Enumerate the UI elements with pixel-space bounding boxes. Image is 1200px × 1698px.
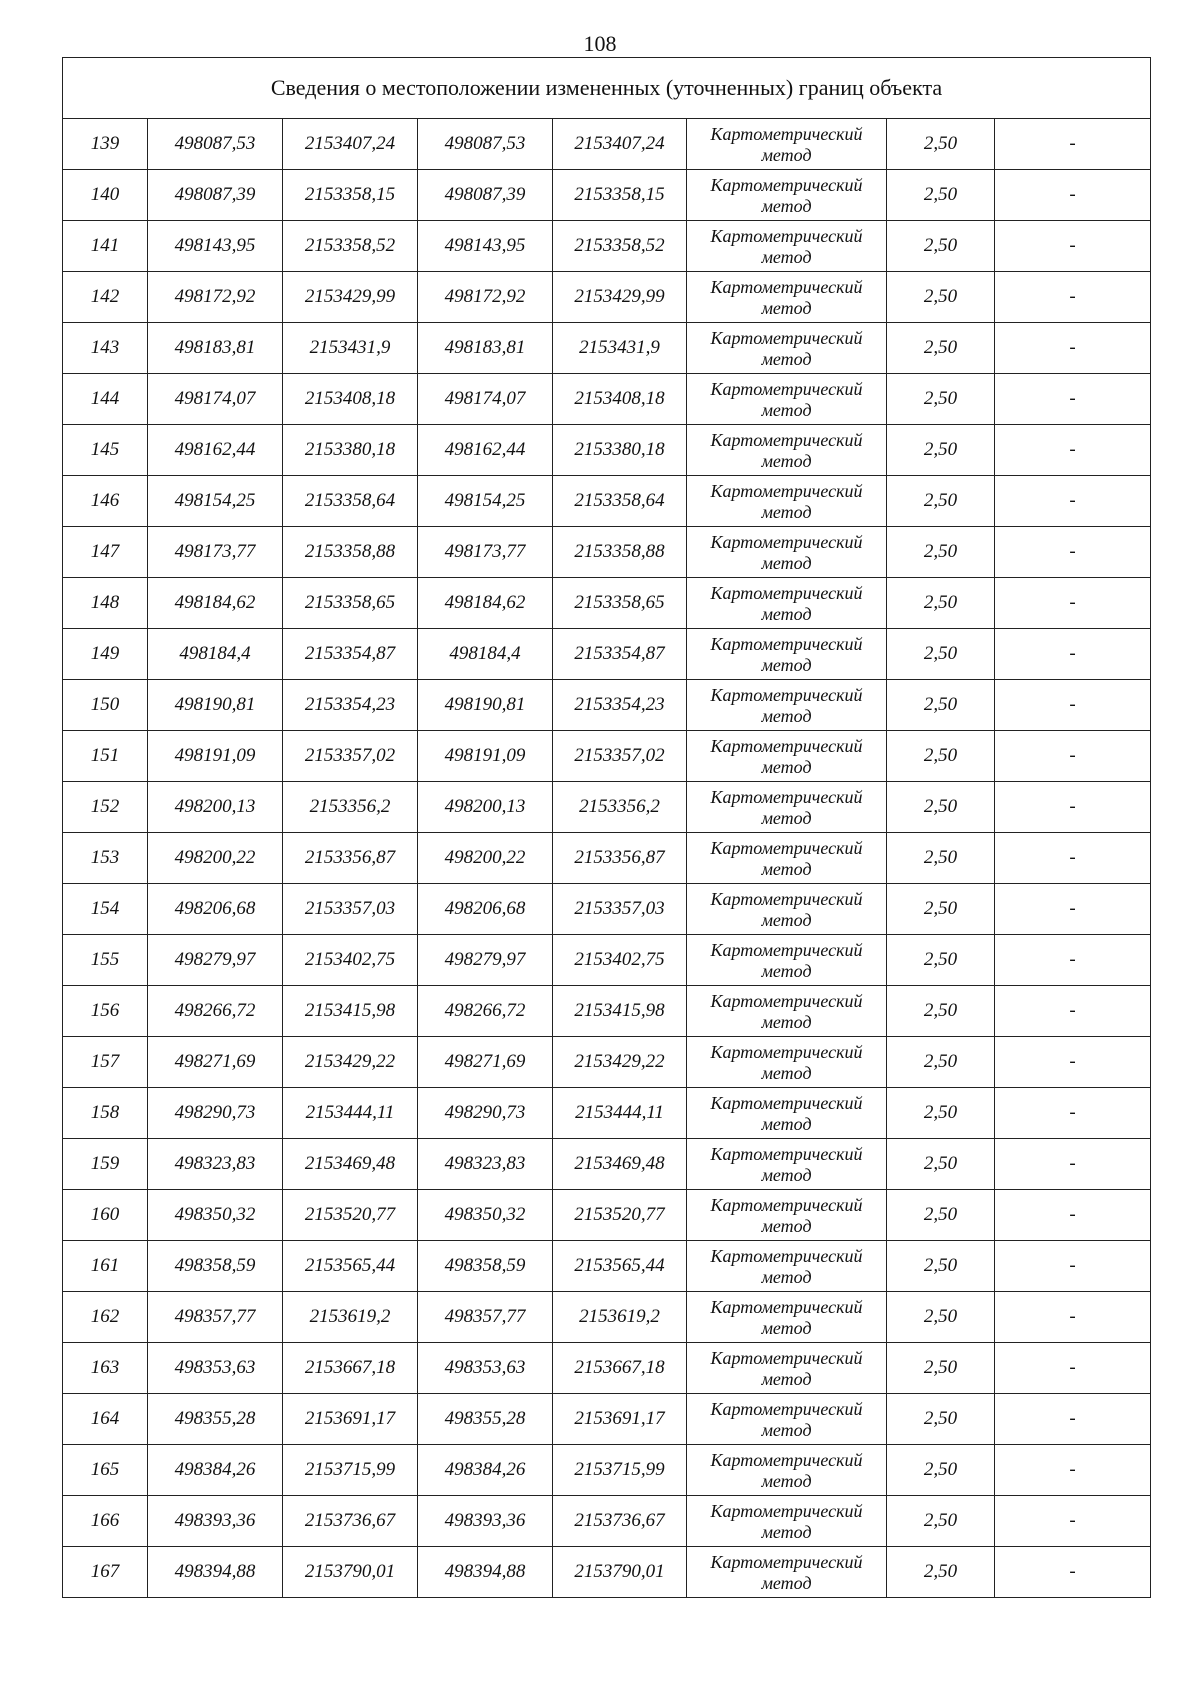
y-new-cell: 2153358,64 xyxy=(553,476,687,527)
accuracy-cell: 2,50 xyxy=(887,680,995,731)
x-old-cell: 498279,97 xyxy=(148,935,283,986)
table-row xyxy=(63,1292,1151,1343)
method-cell: Картометрический метод xyxy=(687,221,887,272)
table-row xyxy=(63,119,1151,170)
x-old-cell: 498206,68 xyxy=(148,884,283,935)
point-number-cell: 165 xyxy=(63,1445,148,1496)
x-old-cell: 498087,39 xyxy=(148,170,283,221)
accuracy-cell: 2,50 xyxy=(887,170,995,221)
table-row xyxy=(63,935,1151,986)
y-new-cell: 2153408,18 xyxy=(553,374,687,425)
method-cell: Картометрический метод xyxy=(687,782,887,833)
x-old-cell: 498174,07 xyxy=(148,374,283,425)
point-number-cell: 146 xyxy=(63,476,148,527)
table-row xyxy=(63,476,1151,527)
y-new-cell: 2153667,18 xyxy=(553,1343,687,1394)
x-old-cell: 498393,36 xyxy=(148,1496,283,1547)
y-new-cell: 2153354,23 xyxy=(553,680,687,731)
x-old-cell: 498200,22 xyxy=(148,833,283,884)
y-old-cell: 2153715,99 xyxy=(283,1445,418,1496)
x-new-cell: 498183,81 xyxy=(418,323,553,374)
y-new-cell: 2153790,01 xyxy=(553,1547,687,1598)
description-cell: - xyxy=(995,1292,1151,1343)
table-row xyxy=(63,1088,1151,1139)
x-old-cell: 498358,59 xyxy=(148,1241,283,1292)
point-number-cell: 145 xyxy=(63,425,148,476)
table-row xyxy=(63,170,1151,221)
y-new-cell: 2153357,03 xyxy=(553,884,687,935)
method-cell: Картометрический метод xyxy=(687,1292,887,1343)
y-old-cell: 2153356,2 xyxy=(283,782,418,833)
accuracy-cell: 2,50 xyxy=(887,1547,995,1598)
table-row xyxy=(63,1547,1151,1598)
y-new-cell: 2153691,17 xyxy=(553,1394,687,1445)
method-cell: Картометрический метод xyxy=(687,578,887,629)
x-old-cell: 498154,25 xyxy=(148,476,283,527)
method-cell: Картометрический метод xyxy=(687,1547,887,1598)
method-cell: Картометрический метод xyxy=(687,986,887,1037)
x-new-cell: 498200,22 xyxy=(418,833,553,884)
point-number-cell: 142 xyxy=(63,272,148,323)
x-new-cell: 498353,63 xyxy=(418,1343,553,1394)
y-new-cell: 2153469,48 xyxy=(553,1139,687,1190)
x-new-cell: 498191,09 xyxy=(418,731,553,782)
y-old-cell: 2153380,18 xyxy=(283,425,418,476)
method-cell: Картометрический метод xyxy=(687,527,887,578)
y-new-cell: 2153431,9 xyxy=(553,323,687,374)
method-cell: Картометрический метод xyxy=(687,1190,887,1241)
method-cell: Картометрический метод xyxy=(687,323,887,374)
method-cell: Картометрический метод xyxy=(687,935,887,986)
table-row xyxy=(63,629,1151,680)
table-row xyxy=(63,527,1151,578)
y-old-cell: 2153358,52 xyxy=(283,221,418,272)
y-old-cell: 2153520,77 xyxy=(283,1190,418,1241)
table-row xyxy=(63,884,1151,935)
table-row xyxy=(63,1496,1151,1547)
x-old-cell: 498172,92 xyxy=(148,272,283,323)
x-old-cell: 498184,4 xyxy=(148,629,283,680)
point-number-cell: 153 xyxy=(63,833,148,884)
description-cell: - xyxy=(995,221,1151,272)
accuracy-cell: 2,50 xyxy=(887,578,995,629)
x-new-cell: 498279,97 xyxy=(418,935,553,986)
point-number-cell: 164 xyxy=(63,1394,148,1445)
table-title-row xyxy=(63,58,1151,119)
table-row xyxy=(63,680,1151,731)
y-old-cell: 2153356,87 xyxy=(283,833,418,884)
point-number-cell: 139 xyxy=(63,119,148,170)
point-number-cell: 154 xyxy=(63,884,148,935)
y-new-cell: 2153356,87 xyxy=(553,833,687,884)
x-new-cell: 498173,77 xyxy=(418,527,553,578)
x-old-cell: 498087,53 xyxy=(148,119,283,170)
method-cell: Картометрический метод xyxy=(687,425,887,476)
accuracy-cell: 2,50 xyxy=(887,527,995,578)
x-new-cell: 498087,39 xyxy=(418,170,553,221)
description-cell: - xyxy=(995,578,1151,629)
point-number-cell: 167 xyxy=(63,1547,148,1598)
table-row xyxy=(63,374,1151,425)
y-new-cell: 2153356,2 xyxy=(553,782,687,833)
y-old-cell: 2153354,87 xyxy=(283,629,418,680)
y-old-cell: 2153402,75 xyxy=(283,935,418,986)
accuracy-cell: 2,50 xyxy=(887,1343,995,1394)
x-new-cell: 498384,26 xyxy=(418,1445,553,1496)
y-new-cell: 2153429,99 xyxy=(553,272,687,323)
accuracy-cell: 2,50 xyxy=(887,1445,995,1496)
x-old-cell: 498384,26 xyxy=(148,1445,283,1496)
accuracy-cell: 2,50 xyxy=(887,629,995,680)
point-number-cell: 155 xyxy=(63,935,148,986)
x-new-cell: 498323,83 xyxy=(418,1139,553,1190)
coordinates-table-container xyxy=(62,57,1150,1598)
description-cell: - xyxy=(995,527,1151,578)
description-cell: - xyxy=(995,1547,1151,1598)
y-new-cell: 2153402,75 xyxy=(553,935,687,986)
accuracy-cell: 2,50 xyxy=(887,833,995,884)
y-old-cell: 2153429,99 xyxy=(283,272,418,323)
table-row xyxy=(63,1241,1151,1292)
x-old-cell: 498162,44 xyxy=(148,425,283,476)
table-row xyxy=(63,272,1151,323)
y-old-cell: 2153667,18 xyxy=(283,1343,418,1394)
y-new-cell: 2153415,98 xyxy=(553,986,687,1037)
accuracy-cell: 2,50 xyxy=(887,731,995,782)
x-old-cell: 498184,62 xyxy=(148,578,283,629)
table-row xyxy=(63,323,1151,374)
x-old-cell: 498290,73 xyxy=(148,1088,283,1139)
description-cell: - xyxy=(995,1496,1151,1547)
x-new-cell: 498271,69 xyxy=(418,1037,553,1088)
y-new-cell: 2153565,44 xyxy=(553,1241,687,1292)
x-new-cell: 498174,07 xyxy=(418,374,553,425)
method-cell: Картометрический метод xyxy=(687,1139,887,1190)
description-cell: - xyxy=(995,374,1151,425)
point-number-cell: 141 xyxy=(63,221,148,272)
description-cell: - xyxy=(995,1190,1151,1241)
x-old-cell: 498143,95 xyxy=(148,221,283,272)
accuracy-cell: 2,50 xyxy=(887,935,995,986)
method-cell: Картометрический метод xyxy=(687,731,887,782)
description-cell: - xyxy=(995,476,1151,527)
y-old-cell: 2153691,17 xyxy=(283,1394,418,1445)
description-cell: - xyxy=(995,170,1151,221)
x-new-cell: 498184,4 xyxy=(418,629,553,680)
x-new-cell: 498184,62 xyxy=(418,578,553,629)
method-cell: Картометрический метод xyxy=(687,170,887,221)
table-row xyxy=(63,782,1151,833)
x-old-cell: 498323,83 xyxy=(148,1139,283,1190)
accuracy-cell: 2,50 xyxy=(887,1241,995,1292)
y-old-cell: 2153469,48 xyxy=(283,1139,418,1190)
description-cell: - xyxy=(995,272,1151,323)
x-old-cell: 498350,32 xyxy=(148,1190,283,1241)
y-old-cell: 2153354,23 xyxy=(283,680,418,731)
method-cell: Картометрический метод xyxy=(687,680,887,731)
y-new-cell: 2153736,67 xyxy=(553,1496,687,1547)
table-row xyxy=(63,1037,1151,1088)
method-cell: Картометрический метод xyxy=(687,1343,887,1394)
x-new-cell: 498357,77 xyxy=(418,1292,553,1343)
x-new-cell: 498190,81 xyxy=(418,680,553,731)
method-cell: Картометрический метод xyxy=(687,1445,887,1496)
method-cell: Картометрический метод xyxy=(687,1496,887,1547)
x-old-cell: 498355,28 xyxy=(148,1394,283,1445)
description-cell: - xyxy=(995,323,1151,374)
x-new-cell: 498358,59 xyxy=(418,1241,553,1292)
accuracy-cell: 2,50 xyxy=(887,782,995,833)
description-cell: - xyxy=(995,1445,1151,1496)
y-new-cell: 2153444,11 xyxy=(553,1088,687,1139)
y-old-cell: 2153407,24 xyxy=(283,119,418,170)
method-cell: Картометрический метод xyxy=(687,833,887,884)
y-new-cell: 2153429,22 xyxy=(553,1037,687,1088)
point-number-cell: 152 xyxy=(63,782,148,833)
accuracy-cell: 2,50 xyxy=(887,221,995,272)
accuracy-cell: 2,50 xyxy=(887,476,995,527)
accuracy-cell: 2,50 xyxy=(887,1190,995,1241)
x-new-cell: 498393,36 xyxy=(418,1496,553,1547)
description-cell: - xyxy=(995,833,1151,884)
y-old-cell: 2153444,11 xyxy=(283,1088,418,1139)
accuracy-cell: 2,50 xyxy=(887,884,995,935)
accuracy-cell: 2,50 xyxy=(887,1496,995,1547)
y-new-cell: 2153357,02 xyxy=(553,731,687,782)
x-old-cell: 498200,13 xyxy=(148,782,283,833)
y-old-cell: 2153357,02 xyxy=(283,731,418,782)
y-old-cell: 2153415,98 xyxy=(283,986,418,1037)
description-cell: - xyxy=(995,1394,1151,1445)
x-old-cell: 498266,72 xyxy=(148,986,283,1037)
table-row xyxy=(63,1445,1151,1496)
accuracy-cell: 2,50 xyxy=(887,1139,995,1190)
x-new-cell: 498154,25 xyxy=(418,476,553,527)
point-number-cell: 157 xyxy=(63,1037,148,1088)
description-cell: - xyxy=(995,1343,1151,1394)
point-number-cell: 162 xyxy=(63,1292,148,1343)
point-number-cell: 159 xyxy=(63,1139,148,1190)
x-new-cell: 498172,92 xyxy=(418,272,553,323)
x-old-cell: 498357,77 xyxy=(148,1292,283,1343)
coordinates-table xyxy=(62,57,1151,1598)
description-cell: - xyxy=(995,731,1151,782)
description-cell: - xyxy=(995,1088,1151,1139)
table-title: Сведения о местоположении измененных (уточненных) границ объекта xyxy=(63,58,1151,119)
y-new-cell: 2153715,99 xyxy=(553,1445,687,1496)
x-old-cell: 498353,63 xyxy=(148,1343,283,1394)
point-number-cell: 148 xyxy=(63,578,148,629)
y-old-cell: 2153358,15 xyxy=(283,170,418,221)
table-row xyxy=(63,1343,1151,1394)
accuracy-cell: 2,50 xyxy=(887,272,995,323)
table-row xyxy=(63,578,1151,629)
y-new-cell: 2153520,77 xyxy=(553,1190,687,1241)
accuracy-cell: 2,50 xyxy=(887,1037,995,1088)
x-old-cell: 498183,81 xyxy=(148,323,283,374)
y-old-cell: 2153358,64 xyxy=(283,476,418,527)
y-old-cell: 2153736,67 xyxy=(283,1496,418,1547)
point-number-cell: 166 xyxy=(63,1496,148,1547)
method-cell: Картометрический метод xyxy=(687,1241,887,1292)
y-new-cell: 2153358,65 xyxy=(553,578,687,629)
table-row xyxy=(63,425,1151,476)
y-old-cell: 2153790,01 xyxy=(283,1547,418,1598)
accuracy-cell: 2,50 xyxy=(887,1292,995,1343)
point-number-cell: 161 xyxy=(63,1241,148,1292)
description-cell: - xyxy=(995,629,1151,680)
y-old-cell: 2153431,9 xyxy=(283,323,418,374)
y-old-cell: 2153408,18 xyxy=(283,374,418,425)
method-cell: Картометрический метод xyxy=(687,629,887,680)
x-new-cell: 498350,32 xyxy=(418,1190,553,1241)
table-row xyxy=(63,1139,1151,1190)
point-number-cell: 147 xyxy=(63,527,148,578)
method-cell: Картометрический метод xyxy=(687,1394,887,1445)
method-cell: Картометрический метод xyxy=(687,884,887,935)
description-cell: - xyxy=(995,425,1151,476)
y-old-cell: 2153565,44 xyxy=(283,1241,418,1292)
method-cell: Картометрический метод xyxy=(687,1037,887,1088)
method-cell: Картометрический метод xyxy=(687,272,887,323)
point-number-cell: 149 xyxy=(63,629,148,680)
description-cell: - xyxy=(995,1139,1151,1190)
method-cell: Картометрический метод xyxy=(687,374,887,425)
description-cell: - xyxy=(995,935,1151,986)
table-row xyxy=(63,1394,1151,1445)
x-old-cell: 498394,88 xyxy=(148,1547,283,1598)
y-new-cell: 2153354,87 xyxy=(553,629,687,680)
x-new-cell: 498355,28 xyxy=(418,1394,553,1445)
y-old-cell: 2153358,65 xyxy=(283,578,418,629)
table-row xyxy=(63,833,1151,884)
x-old-cell: 498173,77 xyxy=(148,527,283,578)
point-number-cell: 158 xyxy=(63,1088,148,1139)
y-new-cell: 2153619,2 xyxy=(553,1292,687,1343)
page-number: 108 xyxy=(583,31,617,56)
point-number-cell: 151 xyxy=(63,731,148,782)
y-new-cell: 2153407,24 xyxy=(553,119,687,170)
accuracy-cell: 2,50 xyxy=(887,119,995,170)
point-number-cell: 144 xyxy=(63,374,148,425)
table-row xyxy=(63,221,1151,272)
accuracy-cell: 2,50 xyxy=(887,1088,995,1139)
accuracy-cell: 2,50 xyxy=(887,986,995,1037)
x-new-cell: 498087,53 xyxy=(418,119,553,170)
table-row xyxy=(63,1190,1151,1241)
y-new-cell: 2153358,15 xyxy=(553,170,687,221)
point-number-cell: 156 xyxy=(63,986,148,1037)
description-cell: - xyxy=(995,1241,1151,1292)
description-cell: - xyxy=(995,680,1151,731)
point-number-cell: 160 xyxy=(63,1190,148,1241)
point-number-cell: 163 xyxy=(63,1343,148,1394)
y-old-cell: 2153619,2 xyxy=(283,1292,418,1343)
description-cell: - xyxy=(995,119,1151,170)
y-old-cell: 2153358,88 xyxy=(283,527,418,578)
x-new-cell: 498266,72 xyxy=(418,986,553,1037)
x-old-cell: 498190,81 xyxy=(148,680,283,731)
accuracy-cell: 2,50 xyxy=(887,1394,995,1445)
x-new-cell: 498394,88 xyxy=(418,1547,553,1598)
x-new-cell: 498143,95 xyxy=(418,221,553,272)
x-old-cell: 498271,69 xyxy=(148,1037,283,1088)
accuracy-cell: 2,50 xyxy=(887,425,995,476)
x-old-cell: 498191,09 xyxy=(148,731,283,782)
y-old-cell: 2153429,22 xyxy=(283,1037,418,1088)
point-number-cell: 150 xyxy=(63,680,148,731)
description-cell: - xyxy=(995,782,1151,833)
y-new-cell: 2153358,88 xyxy=(553,527,687,578)
point-number-cell: 140 xyxy=(63,170,148,221)
description-cell: - xyxy=(995,986,1151,1037)
y-old-cell: 2153357,03 xyxy=(283,884,418,935)
method-cell: Картометрический метод xyxy=(687,119,887,170)
x-new-cell: 498200,13 xyxy=(418,782,553,833)
accuracy-cell: 2,50 xyxy=(887,374,995,425)
table-body xyxy=(63,58,1151,1598)
description-cell: - xyxy=(995,1037,1151,1088)
table-row xyxy=(63,731,1151,782)
y-new-cell: 2153380,18 xyxy=(553,425,687,476)
method-cell: Картометрический метод xyxy=(687,476,887,527)
accuracy-cell: 2,50 xyxy=(887,323,995,374)
x-new-cell: 498162,44 xyxy=(418,425,553,476)
y-new-cell: 2153358,52 xyxy=(553,221,687,272)
method-cell: Картометрический метод xyxy=(687,1088,887,1139)
x-new-cell: 498206,68 xyxy=(418,884,553,935)
point-number-cell: 143 xyxy=(63,323,148,374)
table-row xyxy=(63,986,1151,1037)
description-cell: - xyxy=(995,884,1151,935)
x-new-cell: 498290,73 xyxy=(418,1088,553,1139)
